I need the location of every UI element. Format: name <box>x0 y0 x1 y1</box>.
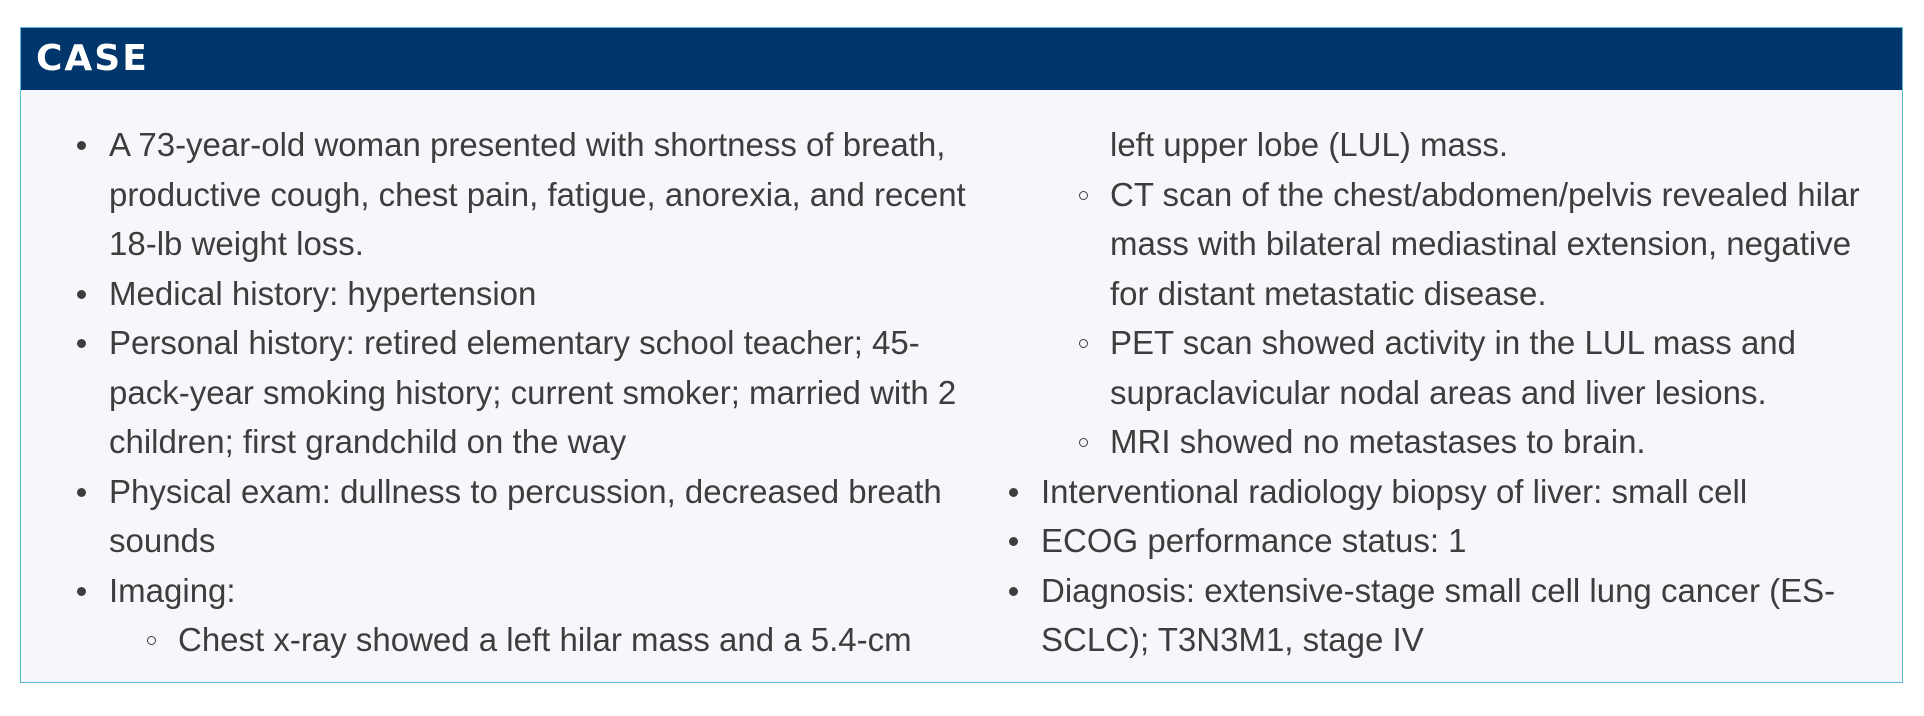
left-column <box>55 120 975 665</box>
diagnosis-text: Diagnosis: extensive-stage small cell lung cancer (ES-SCLC); T3N3M1, stage IV <box>1041 571 1836 658</box>
chest-xray-text-part2: left upper lobe (LUL) mass. <box>1110 126 1509 163</box>
list-item-presentation <box>55 120 975 269</box>
personal-history-text: Personal history: retired elementary school teacher; 45-pack-year smoking history; current smoker; married with 2 children; first grandchild on the way <box>109 324 957 460</box>
biopsy-text: Interventional radiology biopsy of liver: small cell <box>1041 472 1748 510</box>
sublist-item-mri <box>987 417 1887 467</box>
chest-xray-text-part1: Chest x-ray showed a left hilar mass and a 5.4-cm <box>178 621 912 658</box>
physical-exam-text: Physical exam: dullness to percussion, decreased breath sounds <box>109 472 942 559</box>
bullet-icon <box>77 290 86 299</box>
sublist-item-chest-xray-continued <box>987 120 1887 170</box>
list-item-medical-history <box>55 269 975 319</box>
bullet-icon <box>77 141 86 150</box>
presentation-text: A 73-year-old woman presented with shortness of breath, productive cough, chest pain, fatigue, anorexia, and recent 18-lb weight loss. <box>109 126 966 262</box>
list-item-diagnosis <box>987 566 1887 665</box>
pet-scan-text: PET scan showed activity in the LUL mass and supraclavicular nodal areas and liver lesions. <box>1110 324 1797 411</box>
right-column <box>987 120 1887 665</box>
bullet-icon <box>77 587 86 596</box>
list-item-ecog <box>987 516 1887 566</box>
bullet-icon <box>1009 488 1018 497</box>
imaging-label: Imaging: <box>109 571 236 609</box>
sub-bullet-icon <box>1079 438 1088 447</box>
bullet-icon <box>77 339 86 348</box>
sublist-item-pet-scan <box>987 318 1887 417</box>
case-title: CASE <box>36 38 149 79</box>
sublist-item-chest-xray <box>55 615 975 665</box>
sub-bullet-icon <box>1079 191 1088 200</box>
sub-bullet-icon <box>147 636 156 645</box>
ecog-text: ECOG performance status: 1 <box>1041 522 1467 559</box>
sublist-item-ct-scan <box>987 170 1887 319</box>
bullet-icon <box>1009 587 1018 596</box>
ct-scan-text: CT scan of the chest/abdomen/pelvis revealed hilar mass with bilateral mediastinal extension, negative for distant metastatic disease. <box>1110 175 1860 312</box>
mri-text: MRI showed no metastases to brain. <box>1110 423 1646 460</box>
list-item-biopsy <box>987 467 1887 517</box>
bullet-icon <box>1009 537 1018 546</box>
case-card <box>20 27 1903 683</box>
case-header <box>21 28 1902 90</box>
list-item-physical-exam <box>55 467 975 566</box>
medical-history-text: Medical history: hypertension <box>109 274 537 312</box>
bullet-icon <box>77 488 86 497</box>
sub-bullet-icon <box>1079 339 1088 348</box>
list-item-imaging <box>55 566 975 616</box>
list-item-personal-history <box>55 318 975 467</box>
